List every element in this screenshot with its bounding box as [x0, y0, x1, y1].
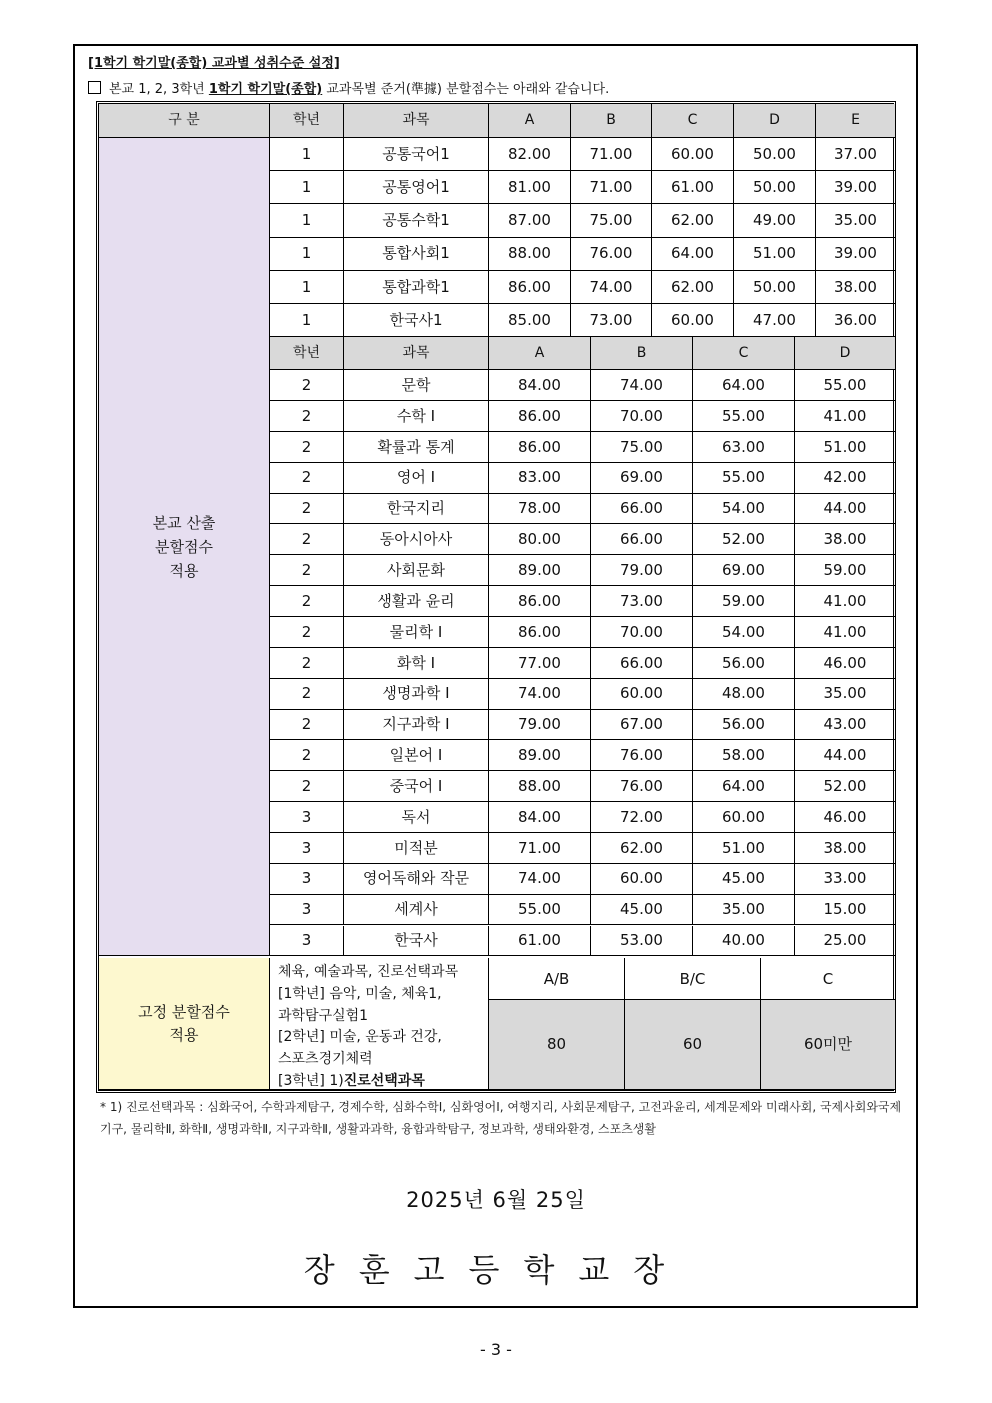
principal-signature: 장훈고등학교장 — [303, 1251, 689, 1289]
table2-cell: 60.00 — [591, 679, 693, 710]
table1-cell: 86.00 — [489, 271, 571, 304]
table2-cell: 60.00 — [693, 802, 795, 833]
table2-cell: 64.00 — [693, 370, 795, 401]
table2-cell: 66.00 — [591, 494, 693, 525]
table2-cell: 3 — [270, 802, 344, 833]
fixed-subject-line: 스포츠경기체력 — [278, 1051, 373, 1068]
fixed-value-cell: 80 — [489, 1000, 625, 1090]
table2-cell: 76.00 — [591, 771, 693, 802]
table2-cell: 74.00 — [489, 864, 591, 895]
fixed-header-cell: C — [761, 958, 896, 1000]
table1-header-cell: D — [734, 104, 816, 138]
table2-cell: 64.00 — [693, 771, 795, 802]
table2-cell: 2 — [270, 586, 344, 617]
table2-cell: 88.00 — [489, 771, 591, 802]
table2-cell: 독서 — [344, 802, 489, 833]
table1-cell: 50.00 — [734, 138, 816, 171]
table2-cell: 지구과학 Ⅰ — [344, 710, 489, 741]
fixed-value-cell: 60 — [625, 1000, 761, 1090]
table2-cell: 74.00 — [591, 370, 693, 401]
table1-cell: 51.00 — [734, 238, 816, 271]
table2-cell: 41.00 — [795, 617, 896, 648]
table1-cell: 60.00 — [652, 138, 734, 171]
table1-cell: 공통국어1 — [344, 138, 489, 171]
table2-cell: 89.00 — [489, 740, 591, 771]
table2-cell: 59.00 — [795, 555, 896, 586]
table2-cell: 86.00 — [489, 617, 591, 648]
table2-cell: 3 — [270, 895, 344, 926]
table1-cell: 85.00 — [489, 304, 571, 337]
table1-header-cell: 과목 — [344, 104, 489, 138]
table2-cell: 38.00 — [795, 524, 896, 555]
table2-cell: 41.00 — [795, 586, 896, 617]
table2-cell: 한국지리 — [344, 494, 489, 525]
table1-cell: 39.00 — [816, 238, 896, 271]
table2-cell: 52.00 — [795, 771, 896, 802]
section-title: [1학기 학기말(종합) 교과별 성취수준 설정] — [88, 56, 340, 71]
table1-cell: 38.00 — [816, 271, 896, 304]
table2-cell: 75.00 — [591, 432, 693, 463]
table2-cell: 3 — [270, 926, 344, 957]
table2-cell: 2 — [270, 740, 344, 771]
intro-bold: 1학기 학기말(종합) — [208, 82, 323, 97]
document-date: 2025년 6월 25일 — [406, 1188, 586, 1212]
table2-cell: 52.00 — [693, 524, 795, 555]
table2-cell: 중국어 Ⅰ — [344, 771, 489, 802]
table2-cell: 48.00 — [693, 679, 795, 710]
fixed-subject-line: [1학년] 음악, 미술, 체육1, — [278, 986, 442, 1003]
fixed-value-cell: 60미만 — [761, 1000, 896, 1090]
table2-cell: 사회문화 — [344, 555, 489, 586]
table2-cell: 51.00 — [693, 833, 795, 864]
table2-cell: 세계사 — [344, 895, 489, 926]
table2-cell: 89.00 — [489, 555, 591, 586]
table2-cell: 86.00 — [489, 586, 591, 617]
table2-cell: 54.00 — [693, 617, 795, 648]
table2-cell: 51.00 — [795, 432, 896, 463]
fixed-header-cell: B/C — [625, 958, 761, 1000]
table2-cell: 80.00 — [489, 524, 591, 555]
fixed-label-line: 적용 — [169, 1025, 199, 1044]
table2-cell: 56.00 — [693, 648, 795, 679]
table2-cell: 41.00 — [795, 401, 896, 432]
table2-cell: 35.00 — [693, 895, 795, 926]
table2-cell: 44.00 — [795, 740, 896, 771]
page-number: - 3 - — [480, 1340, 512, 1359]
table2-cell: 55.00 — [489, 895, 591, 926]
table1-cell: 49.00 — [734, 204, 816, 237]
table2-cell: 70.00 — [591, 617, 693, 648]
table2-cell: 86.00 — [489, 401, 591, 432]
category-label-line: 분할점수 — [155, 537, 213, 556]
table2-cell: 영어독해와 작문 — [344, 864, 489, 895]
table1-cell: 1 — [270, 204, 344, 237]
table2-cell: 58.00 — [693, 740, 795, 771]
table2-cell: 2 — [270, 401, 344, 432]
table1-cell: 74.00 — [571, 271, 652, 304]
cutoff-score-table — [96, 101, 896, 1093]
table2-cell: 46.00 — [795, 802, 896, 833]
table2-cell: 42.00 — [795, 463, 896, 494]
table2-cell: 55.00 — [795, 370, 896, 401]
table2-cell: 62.00 — [591, 833, 693, 864]
intro-line — [88, 78, 609, 97]
category-label-line: 본교 산출 — [152, 513, 216, 532]
table1-cell: 39.00 — [816, 171, 896, 204]
table1-cell: 61.00 — [652, 171, 734, 204]
table2-cell: 56.00 — [693, 710, 795, 741]
table1-cell: 1 — [270, 271, 344, 304]
table2-cell: 45.00 — [591, 895, 693, 926]
table2-cell: 53.00 — [591, 926, 693, 957]
table2-cell: 15.00 — [795, 895, 896, 926]
fixed-label-line: 고정 분할점수 — [138, 1003, 230, 1022]
table2-cell: 3 — [270, 833, 344, 864]
table1-cell: 71.00 — [571, 138, 652, 171]
table2-cell: 동아시아사 — [344, 524, 489, 555]
fixed-subjects-list — [270, 958, 489, 1090]
table2-header-cell: B — [591, 337, 693, 370]
table1-header-cell: 학년 — [270, 104, 344, 138]
table2-cell: 54.00 — [693, 494, 795, 525]
table2-cell: 46.00 — [795, 648, 896, 679]
intro-prefix: 본교 1, 2, 3학년 — [109, 82, 205, 97]
table2-cell: 59.00 — [693, 586, 795, 617]
table2-cell: 40.00 — [693, 926, 795, 957]
table2-cell: 77.00 — [489, 648, 591, 679]
table2-cell: 화학 Ⅰ — [344, 648, 489, 679]
table2-cell: 78.00 — [489, 494, 591, 525]
table2-cell: 74.00 — [489, 679, 591, 710]
table2-cell: 83.00 — [489, 463, 591, 494]
table1-cell: 50.00 — [734, 271, 816, 304]
table1-header-cell: A — [489, 104, 571, 138]
table1-header-cell: C — [652, 104, 734, 138]
table1-cell: 1 — [270, 304, 344, 337]
table2-cell: 71.00 — [489, 833, 591, 864]
table2-cell: 2 — [270, 617, 344, 648]
table1-cell: 37.00 — [816, 138, 896, 171]
fixed-header-cell: A/B — [489, 958, 625, 1000]
table1-cell: 88.00 — [489, 238, 571, 271]
table2-cell: 2 — [270, 648, 344, 679]
table2-cell: 2 — [270, 432, 344, 463]
table1-cell: 1 — [270, 171, 344, 204]
table2-cell: 생활과 윤리 — [344, 586, 489, 617]
table2-cell: 60.00 — [591, 864, 693, 895]
table2-cell: 66.00 — [591, 648, 693, 679]
table2-cell: 84.00 — [489, 370, 591, 401]
table1-cell: 47.00 — [734, 304, 816, 337]
table2-cell: 수학 Ⅰ — [344, 401, 489, 432]
table1-cell: 76.00 — [571, 238, 652, 271]
table2-cell: 67.00 — [591, 710, 693, 741]
table1-cell: 62.00 — [652, 204, 734, 237]
table2-cell: 70.00 — [591, 401, 693, 432]
table1-cell: 81.00 — [489, 171, 571, 204]
table1-cell: 1 — [270, 138, 344, 171]
table1-cell: 36.00 — [816, 304, 896, 337]
table1-cell: 71.00 — [571, 171, 652, 204]
table1-cell: 통합사회1 — [344, 238, 489, 271]
table2-cell: 일본어 Ⅰ — [344, 740, 489, 771]
checkbox-bullet-icon — [88, 81, 101, 94]
table2-header-cell: D — [795, 337, 896, 370]
table1-cell: 60.00 — [652, 304, 734, 337]
table2-cell: 2 — [270, 524, 344, 555]
table2-cell: 38.00 — [795, 833, 896, 864]
category-label-line: 적용 — [169, 561, 199, 580]
table2-cell: 2 — [270, 710, 344, 741]
table2-cell: 79.00 — [489, 710, 591, 741]
table2-cell: 86.00 — [489, 432, 591, 463]
table1-cell: 35.00 — [816, 204, 896, 237]
table2-header-cell: C — [693, 337, 795, 370]
table2-cell: 2 — [270, 771, 344, 802]
table2-cell: 69.00 — [693, 555, 795, 586]
table2-cell: 2 — [270, 494, 344, 525]
table2-cell: 61.00 — [489, 926, 591, 957]
table2-cell: 63.00 — [693, 432, 795, 463]
table2-cell: 2 — [270, 679, 344, 710]
table1-cell: 공통영어1 — [344, 171, 489, 204]
fixed-subject-line: 체육, 예술과목, 진로선택과목 — [278, 964, 459, 981]
table2-cell: 2 — [270, 555, 344, 586]
table2-cell: 44.00 — [795, 494, 896, 525]
fixed-subject-line: [3학년] 1)진로선택과목 — [278, 1072, 425, 1089]
table2-cell: 25.00 — [795, 926, 896, 957]
table1-cell: 73.00 — [571, 304, 652, 337]
table1-cell: 75.00 — [571, 204, 652, 237]
table2-cell: 확률과 통계 — [344, 432, 489, 463]
table1-cell: 50.00 — [734, 171, 816, 204]
fixed-subject-line: [2학년] 미술, 운동과 건강, — [278, 1029, 442, 1046]
table2-header-cell: 학년 — [270, 337, 344, 370]
table1-cell: 공통수학1 — [344, 204, 489, 237]
table2-cell: 2 — [270, 370, 344, 401]
table1-cell: 통합과학1 — [344, 271, 489, 304]
table2-header-cell: 과목 — [344, 337, 489, 370]
table2-cell: 문학 — [344, 370, 489, 401]
table2-cell: 3 — [270, 864, 344, 895]
fixed-subject-line: 과학탐구실험1 — [278, 1007, 369, 1024]
category-school-cutoff — [99, 138, 270, 956]
table2-cell: 생명과학 Ⅰ — [344, 679, 489, 710]
footnote: * 1) 진로선택과목 : 심화국어, 수학과제탐구, 경제수학, 심화수학Ⅰ, 심화영어Ⅰ, 여행지리, 사회문제탐구, 고전과윤리, 세계문제와 미래사회, 국제사회와국제기구, 물리학Ⅱ, 화학Ⅱ, 생명과학Ⅱ, 지구과학Ⅱ, 생활과과학, 융합과학탐구, 정보과학, 생태와환경, 스포츠생활 — [100, 1100, 902, 1136]
table2-cell: 55.00 — [693, 463, 795, 494]
table2-cell: 영어 Ⅰ — [344, 463, 489, 494]
table2-cell: 72.00 — [591, 802, 693, 833]
intro-suffix: 교과목별 준거(準據) 분할점수는 아래와 같습니다. — [326, 82, 610, 97]
table2-cell: 76.00 — [591, 740, 693, 771]
table1-cell: 64.00 — [652, 238, 734, 271]
category-fixed-cutoff — [99, 958, 270, 1090]
table2-cell: 73.00 — [591, 586, 693, 617]
table2-cell: 한국사 — [344, 926, 489, 957]
table2-cell: 43.00 — [795, 710, 896, 741]
table2-cell: 45.00 — [693, 864, 795, 895]
table1-cell: 62.00 — [652, 271, 734, 304]
table2-cell: 55.00 — [693, 401, 795, 432]
table1-cell: 1 — [270, 238, 344, 271]
table1-header-cell: B — [571, 104, 652, 138]
table1-header-cell: 구 분 — [99, 104, 270, 138]
table1-cell: 87.00 — [489, 204, 571, 237]
table2-cell: 66.00 — [591, 524, 693, 555]
table1-header-cell: E — [816, 104, 896, 138]
table1-cell: 82.00 — [489, 138, 571, 171]
table2-cell: 69.00 — [591, 463, 693, 494]
table1-cell: 한국사1 — [344, 304, 489, 337]
table2-cell: 84.00 — [489, 802, 591, 833]
table2-cell: 33.00 — [795, 864, 896, 895]
table2-cell: 물리학 Ⅰ — [344, 617, 489, 648]
table2-cell: 79.00 — [591, 555, 693, 586]
table2-header-cell: A — [489, 337, 591, 370]
table2-cell: 35.00 — [795, 679, 896, 710]
table2-cell: 미적분 — [344, 833, 489, 864]
table2-cell: 2 — [270, 463, 344, 494]
